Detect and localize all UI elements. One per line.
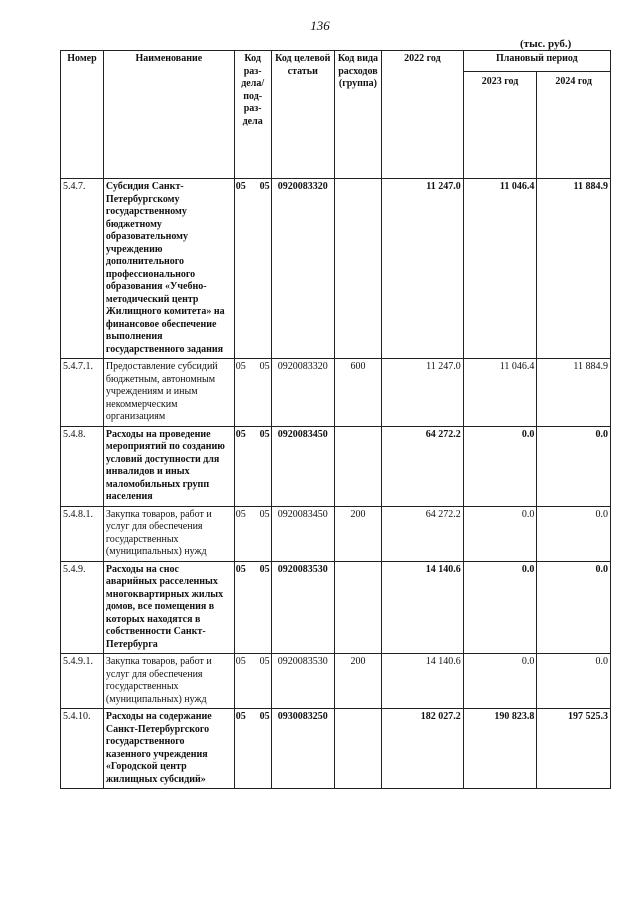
header-number: Номер <box>61 51 104 179</box>
row-target: 0920083320 <box>271 179 334 359</box>
row-number: 5.4.7. <box>61 179 104 359</box>
row-target: 0920083320 <box>271 359 334 427</box>
row-section: 05 05 <box>234 426 271 506</box>
row-target: 0930083250 <box>271 709 334 789</box>
row-name: Предоставление субсидий бюджетным, автономным учреждениям и иным некоммерческим организациям <box>103 359 234 427</box>
header-year-current: 2022 год <box>381 51 463 179</box>
table-row <box>61 561 611 654</box>
row-y2023: 11 046.4 <box>463 179 537 359</box>
table-row <box>61 506 611 561</box>
row-number: 5.4.10. <box>61 709 104 789</box>
table-row <box>61 426 611 506</box>
row-number: 5.4.8. <box>61 426 104 506</box>
row-number: 5.4.9. <box>61 561 104 654</box>
row-y2022: 64 272.2 <box>381 426 463 506</box>
row-y2022: 11 247.0 <box>381 179 463 359</box>
row-y2024: 11 884.9 <box>537 359 611 427</box>
row-target: 0920083450 <box>271 426 334 506</box>
row-y2024: 0.0 <box>537 506 611 561</box>
row-y2023: 0.0 <box>463 654 537 709</box>
row-y2023: 0.0 <box>463 506 537 561</box>
row-y2024: 0.0 <box>537 561 611 654</box>
budget-table <box>60 50 611 789</box>
row-y2022: 11 247.0 <box>381 359 463 427</box>
row-name: Закупка товаров, работ и услуг для обеспечения государственных (муниципальных) нужд <box>103 654 234 709</box>
row-number: 5.4.8.1. <box>61 506 104 561</box>
table-row <box>61 359 611 427</box>
row-section: 05 05 <box>234 709 271 789</box>
row-section: 05 05 <box>234 654 271 709</box>
row-target: 0920083450 <box>271 506 334 561</box>
row-expense-type: 200 <box>334 654 381 709</box>
page-number: 136 <box>310 18 330 33</box>
header-year-next: 2023 год <box>463 72 537 179</box>
row-expense-type <box>334 709 381 789</box>
row-y2024: 11 884.9 <box>537 179 611 359</box>
units-label: (тыс. руб.) <box>520 38 572 50</box>
row-name: Расходы на содержание Санкт-Петербургского государственного казенного учреждения «Городской центр жилищных субсидий» <box>103 709 234 789</box>
row-y2022: 64 272.2 <box>381 506 463 561</box>
row-y2024: 197 525.3 <box>537 709 611 789</box>
row-y2023: 0.0 <box>463 426 537 506</box>
row-target: 0920083530 <box>271 654 334 709</box>
row-y2023: 0.0 <box>463 561 537 654</box>
header-expense-type: Код вида расходов (группа) <box>334 51 381 179</box>
row-y2024: 0.0 <box>537 426 611 506</box>
row-expense-type <box>334 426 381 506</box>
row-name: Закупка товаров, работ и услуг для обеспечения государственных (муниципальных) нужд <box>103 506 234 561</box>
row-name: Расходы на проведение мероприятий по созданию условий доступности для инвалидов и иных маломобильных групп населения <box>103 426 234 506</box>
table-row <box>61 709 611 789</box>
row-y2022: 14 140.6 <box>381 561 463 654</box>
header-planned-period: Плановый период <box>463 51 610 72</box>
table-row <box>61 654 611 709</box>
row-number: 5.4.9.1. <box>61 654 104 709</box>
row-name: Субсидия Санкт-Петербургскому государственному бюджетному образовательному учреждению дополнительного профессионального образования «Учебно-методический центр Жилищного комитета» на финансовое обеспечение выполнения государственного задания <box>103 179 234 359</box>
row-y2023: 190 823.8 <box>463 709 537 789</box>
row-y2022: 182 027.2 <box>381 709 463 789</box>
row-section: 05 05 <box>234 561 271 654</box>
row-expense-type <box>334 179 381 359</box>
row-section: 05 05 <box>234 506 271 561</box>
header-name: Наименование <box>103 51 234 179</box>
row-expense-type <box>334 561 381 654</box>
row-target: 0920083530 <box>271 561 334 654</box>
row-number: 5.4.7.1. <box>61 359 104 427</box>
row-section: 05 05 <box>234 179 271 359</box>
row-name: Расходы на снос аварийных расселенных многоквартирных жилых домов, все помещения в которых находятся в собственности Санкт-Петербурга <box>103 561 234 654</box>
row-y2024: 0.0 <box>537 654 611 709</box>
header-section: Код раз- дела/ под- раз- дела <box>234 51 271 179</box>
row-y2023: 11 046.4 <box>463 359 537 427</box>
row-y2022: 14 140.6 <box>381 654 463 709</box>
header-target: Код целевой статьи <box>271 51 334 179</box>
row-expense-type: 600 <box>334 359 381 427</box>
table-row <box>61 179 611 359</box>
header-year-after: 2024 год <box>537 72 611 179</box>
row-expense-type: 200 <box>334 506 381 561</box>
row-section: 05 05 <box>234 359 271 427</box>
